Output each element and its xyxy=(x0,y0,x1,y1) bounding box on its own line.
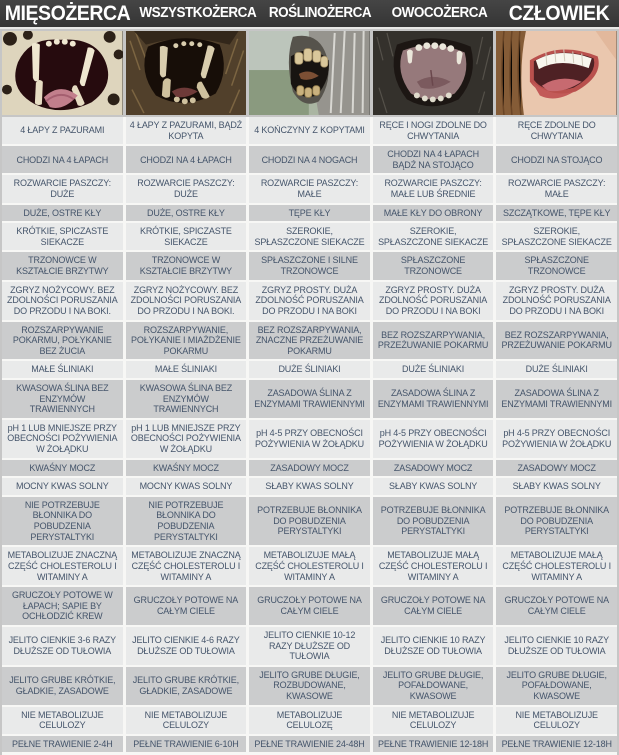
table-cell: RĘCE I NOGI ZDOLNE DO CHWYTANIA xyxy=(373,117,494,144)
table-cell: SŁABY KWAS SOLNY xyxy=(249,478,370,495)
table-cell: SPŁASZCZONE TRZONOWCE xyxy=(496,252,617,279)
table-row xyxy=(2,146,617,173)
table-cell: ROZSZARPYWANIE POKARMU, POŁYKANIE BEZ ŻUCIA xyxy=(2,322,123,360)
column-header-carnivore: MIĘSOŻERCA xyxy=(4,2,131,25)
table-cell: ROZWARCIE PASZCZY: DUŻE xyxy=(126,175,247,202)
table-cell: ZGRYZ PROSTY. DUŻA ZDOLNOŚĆ PORUSZANIA DO PRZODU I NA BOKI xyxy=(496,282,617,320)
table-cell: ZASADOWA ŚLINA Z ENZYMAMI TRAWIENNYMI xyxy=(373,380,494,418)
table-row xyxy=(2,205,617,222)
table-cell: SPŁASZCZONE TRZONOWCE xyxy=(373,252,494,279)
table-cell: JELITO GRUBE DŁUGIE, POFAŁDOWANE, KWASOWE xyxy=(373,667,494,705)
table-cell: METABOLIZUJE ZNACZNĄ CZĘŚĆ CHOLESTEROLU I WITAMINY A xyxy=(126,547,247,585)
table-cell: ROZSZARPYWANIE, POŁYKANIE I MIAŻDŻENIE POKARMU xyxy=(126,322,247,360)
table-cell: NIE POTRZEBUJE BŁONNIKA DO POBUDZENIA PERYSTALTYKI xyxy=(2,497,123,545)
table-cell: KWASOWA ŚLINA BEZ ENZYMÓW TRAWIENNYCH xyxy=(126,380,247,418)
table-cell: 4 KOŃCZYNY Z KOPYTAMI xyxy=(249,117,370,144)
big-cat-mouth-icon xyxy=(2,31,123,115)
table-cell: pH 4-5 PRZY OBECNOŚCI POŻYWIENIA W ŻOŁĄDKU xyxy=(249,420,370,458)
table-cell: POTRZEBUJE BŁONNIKA DO POBUDZENIA PERYSTALTYKI xyxy=(373,497,494,545)
table-cell: CHODZI NA 4 NOGACH xyxy=(249,146,370,173)
table-cell: ROZWARCIE PASZCZY: MAŁE LUB ŚREDNIE xyxy=(373,175,494,202)
table-cell: TĘPE KŁY xyxy=(249,205,370,222)
table-cell: METABOLIZUJE ZNACZNĄ CZĘŚĆ CHOLESTEROLU I WITAMINY A xyxy=(2,547,123,585)
table-row xyxy=(2,223,617,250)
table-cell: JELITO CIENKIE 4-6 RAZY DŁUŻSZE OD TUŁOWIA xyxy=(126,627,247,665)
table-cell: JELITO CIENKIE 3-6 RAZY DŁUŻSZE OD TUŁOWIA xyxy=(2,627,123,665)
table-cell: SZEROKIE, SPŁASZCZONE SIEKACZE xyxy=(249,223,370,250)
table-cell: RĘCE ZDOLNE DO CHWYTANIA xyxy=(496,117,617,144)
table-cell: ZGRYZ PROSTY. DUŻA ZDOLNOŚĆ PORUSZANIA DO PRZODU I NA BOKI xyxy=(249,282,370,320)
table-cell: METABOLIZUJE MAŁĄ CZĘŚĆ CHOLESTEROLU I WITAMINY A xyxy=(373,547,494,585)
photo-strip xyxy=(0,29,619,117)
table-cell: NIE POTRZEBUJE BŁONNIKA DO POBUDZENIA PERYSTALTYKI xyxy=(126,497,247,545)
table-cell: SŁABY KWAS SOLNY xyxy=(496,478,617,495)
table-cell: MOCNY KWAS SOLNY xyxy=(126,478,247,495)
table-row xyxy=(2,497,617,545)
table-cell: METABOLIZUJE MAŁĄ CZĘŚĆ CHOLESTEROLU I WITAMINY A xyxy=(496,547,617,585)
table-cell: KRÓTKIE, SPICZASTE SIEKACZE xyxy=(126,223,247,250)
table-cell: MAŁE ŚLINIAKI xyxy=(2,361,123,378)
table-cell: CHODZI NA 4 ŁAPACH xyxy=(126,146,247,173)
table-cell: pH 1 LUB MNIEJSZE PRZY OBECNOŚCI POŻYWIENIA W ŻOŁĄDKU xyxy=(2,420,123,458)
table-cell: ROZWARCIE PASZCZY: MAŁE xyxy=(249,175,370,202)
table-cell: ROZWARCIE PASZCZY: MAŁE xyxy=(496,175,617,202)
table-cell: JELITO CIENKIE 10 RAZY DŁUŻSZE OD TUŁOWIA xyxy=(496,627,617,665)
monkey-mouth-icon xyxy=(373,31,494,115)
human-open-mouth-photo xyxy=(496,31,617,115)
table-cell: PEŁNE TRAWIENIE 12-18H xyxy=(496,736,617,753)
column-header-herbivore: ROŚLINOŻERCA xyxy=(269,5,372,22)
table-cell: SZEROKIE, SPŁASZCZONE SIEKACZE xyxy=(373,223,494,250)
table-cell: GRUCZOŁY POTOWE W ŁAPACH; SAPIE BY OCHŁODZIĆ KREW xyxy=(2,587,123,625)
bear-mouth-icon xyxy=(126,31,247,115)
table-cell: KWASOWA ŚLINA BEZ ENZYMÓW TRAWIENNYCH xyxy=(2,380,123,418)
table-row xyxy=(2,361,617,378)
table-cell: 4 ŁAPY Z PAZURAMI xyxy=(2,117,123,144)
column-header-human: CZŁOWIEK xyxy=(509,2,610,25)
table-cell: NIE METABOLIZUJE CELULOZY xyxy=(496,707,617,734)
table-cell: ROZWARCIE PASZCZY: DUŻE xyxy=(2,175,123,202)
table-cell: DUŻE ŚLINIAKI xyxy=(373,361,494,378)
table-cell: SZEROKIE, SPŁASZCZONE SIEKACZE xyxy=(496,223,617,250)
table-cell: GRUCZOŁY POTOWE NA CAŁYM CIELE xyxy=(373,587,494,625)
table-cell: DUŻE, OSTRE KŁY xyxy=(126,205,247,222)
table-cell: PEŁNE TRAWIENIE 24-48H xyxy=(249,736,370,753)
column-header-frugivore: OWOCOŻERCA xyxy=(391,5,488,22)
table-row xyxy=(2,587,617,625)
table-cell: ZGRYZ NOŻYCOWY. BEZ ZDOLNOŚCI PORUSZANIA DO PRZODU I NA BOKI. xyxy=(2,282,123,320)
table-row xyxy=(2,707,617,734)
table-cell: BEZ ROZSZARPYWANIA, ZNACZNE PRZEŻUWANIE POKARMU xyxy=(249,322,370,360)
table-row xyxy=(2,667,617,705)
table-cell: DUŻE ŚLINIAKI xyxy=(249,361,370,378)
table-cell: NIE METABOLIZUJE CELULOZY xyxy=(2,707,123,734)
comparison-table xyxy=(0,117,619,755)
table-cell: CHODZI NA STOJĄCO xyxy=(496,146,617,173)
table-cell: CHODZI NA 4 ŁAPACH BĄDŹ NA STOJĄCO xyxy=(373,146,494,173)
table-row xyxy=(2,380,617,418)
table-cell: TRZONOWCE W KSZTAŁCIE BRZYTWY xyxy=(2,252,123,279)
table-cell: KWAŚNY MOCZ xyxy=(126,460,247,477)
table-cell: ZASADOWY MOCZ xyxy=(249,460,370,477)
table-cell: KRÓTKIE, SPICZASTE SIEKACZE xyxy=(2,223,123,250)
table-cell: JELITO CIENKIE 10-12 RAZY DŁUŻSZE OD TUŁOWIA xyxy=(249,627,370,665)
table-cell: DUŻE ŚLINIAKI xyxy=(496,361,617,378)
table-row xyxy=(2,547,617,585)
table-cell: PEŁNE TRAWIENIE 12-18H xyxy=(373,736,494,753)
table-row xyxy=(2,252,617,279)
table-cell: SPŁASZCZONE I SILNE TRZONOWCE xyxy=(249,252,370,279)
table-row xyxy=(2,420,617,458)
table-cell: SZCZĄTKOWE, TĘPE KŁY xyxy=(496,205,617,222)
table-cell: POTRZEBUJE BŁONNIKA DO POBUDZENIA PERYSTALTYKI xyxy=(496,497,617,545)
table-header xyxy=(0,0,619,29)
table-row xyxy=(2,117,617,144)
table-cell: BEZ ROZSZARPYWANIA, PRZEŻUWANIE POKARMU xyxy=(373,322,494,360)
table-cell: JELITO GRUBE KRÓTKIE, GŁADKIE, ZASADOWE xyxy=(2,667,123,705)
table-cell: pH 4-5 PRZY OBECNOŚCI POŻYWIENIA W ŻOŁĄDKU xyxy=(496,420,617,458)
table-cell: MAŁE ŚLINIAKI xyxy=(126,361,247,378)
table-cell: pH 4-5 PRZY OBECNOŚCI POŻYWIENIA W ŻOŁĄDKU xyxy=(373,420,494,458)
table-cell: JELITO GRUBE KRÓTKIE, GŁADKIE, ZASADOWE xyxy=(126,667,247,705)
table-row xyxy=(2,322,617,360)
table-cell: NIE METABOLIZUJE CELULOZY xyxy=(126,707,247,734)
table-cell: pH 1 LUB MNIEJSZE PRZY OBECNOŚCI POŻYWIENIA W ŻOŁĄDKU xyxy=(126,420,247,458)
bear-open-mouth-photo xyxy=(126,31,247,115)
table-cell: ZASADOWY MOCZ xyxy=(373,460,494,477)
big-cat-open-mouth-photo xyxy=(2,31,123,115)
table-row xyxy=(2,460,617,477)
table-cell: POTRZEBUJE BŁONNIKA DO POBUDZENIA PERYSTALTYKI xyxy=(249,497,370,545)
table-cell: KWAŚNY MOCZ xyxy=(2,460,123,477)
table-cell: BEZ ROZSZARPYWANIA, PRZEŻUWANIE POKARMU xyxy=(496,322,617,360)
horse-mouth-icon xyxy=(249,31,370,115)
monkey-open-mouth-photo xyxy=(373,31,494,115)
table-cell: PEŁNE TRAWIENIE 2-4H xyxy=(2,736,123,753)
table-cell: SŁABY KWAS SOLNY xyxy=(373,478,494,495)
table-cell: ZASADOWA ŚLINA Z ENZYMAMI TRAWIENNYMI xyxy=(249,380,370,418)
table-cell: MOCNY KWAS SOLNY xyxy=(2,478,123,495)
table-cell: JELITO CIENKIE 10 RAZY DŁUŻSZE OD TUŁOWIA xyxy=(373,627,494,665)
table-cell: PEŁNE TRAWIENIE 6-10H xyxy=(126,736,247,753)
table-row xyxy=(2,478,617,495)
table-row xyxy=(2,627,617,665)
table-cell: ZASADOWY MOCZ xyxy=(496,460,617,477)
table-cell: JELITO GRUBE DŁUGIE, ROZBUDOWANE, KWASOWE xyxy=(249,667,370,705)
table-cell: GRUCZOŁY POTOWE NA CAŁYM CIELE xyxy=(249,587,370,625)
table-cell: METABOLIZUJE CELULOZĘ xyxy=(249,707,370,734)
table-cell: JELITO GRUBE DŁUGIE, POFAŁDOWANE, KWASOWE xyxy=(496,667,617,705)
table-row xyxy=(2,175,617,202)
table-cell: GRUCZOŁY POTOWE NA CAŁYM CIELE xyxy=(496,587,617,625)
horse-open-mouth-photo xyxy=(249,31,370,115)
table-cell: ZASADOWA ŚLINA Z ENZYMAMI TRAWIENNYMI xyxy=(496,380,617,418)
table-cell: ZGRYZ NOŻYCOWY. BEZ ZDOLNOŚCI PORUSZANIA DO PRZODU I NA BOKI. xyxy=(126,282,247,320)
table-cell: DUŻE, OSTRE KŁY xyxy=(2,205,123,222)
table-cell: CHODZI NA 4 ŁAPACH xyxy=(2,146,123,173)
column-header-omnivore: WSZYSTKOŻERCA xyxy=(139,5,257,22)
table-cell: 4 ŁAPY Z PAZURAMI, BĄDŹ KOPYTA xyxy=(126,117,247,144)
table-cell: ZGRYZ PROSTY. DUŻA ZDOLNOŚĆ PORUSZANIA DO PRZODU I NA BOKI xyxy=(373,282,494,320)
table-row xyxy=(2,282,617,320)
table-cell: METABOLIZUJE MAŁĄ CZĘŚĆ CHOLESTEROLU I WITAMINY A xyxy=(249,547,370,585)
table-cell: NIE METABOLIZUJE CELULOZY xyxy=(373,707,494,734)
table-cell: GRUCZOŁY POTOWE NA CAŁYM CIELE xyxy=(126,587,247,625)
table-cell: MAŁE KŁY DO OBRONY xyxy=(373,205,494,222)
table-cell: TRZONOWCE W KSZTAŁCIE BRZYTWY xyxy=(126,252,247,279)
human-mouth-icon xyxy=(496,31,617,115)
